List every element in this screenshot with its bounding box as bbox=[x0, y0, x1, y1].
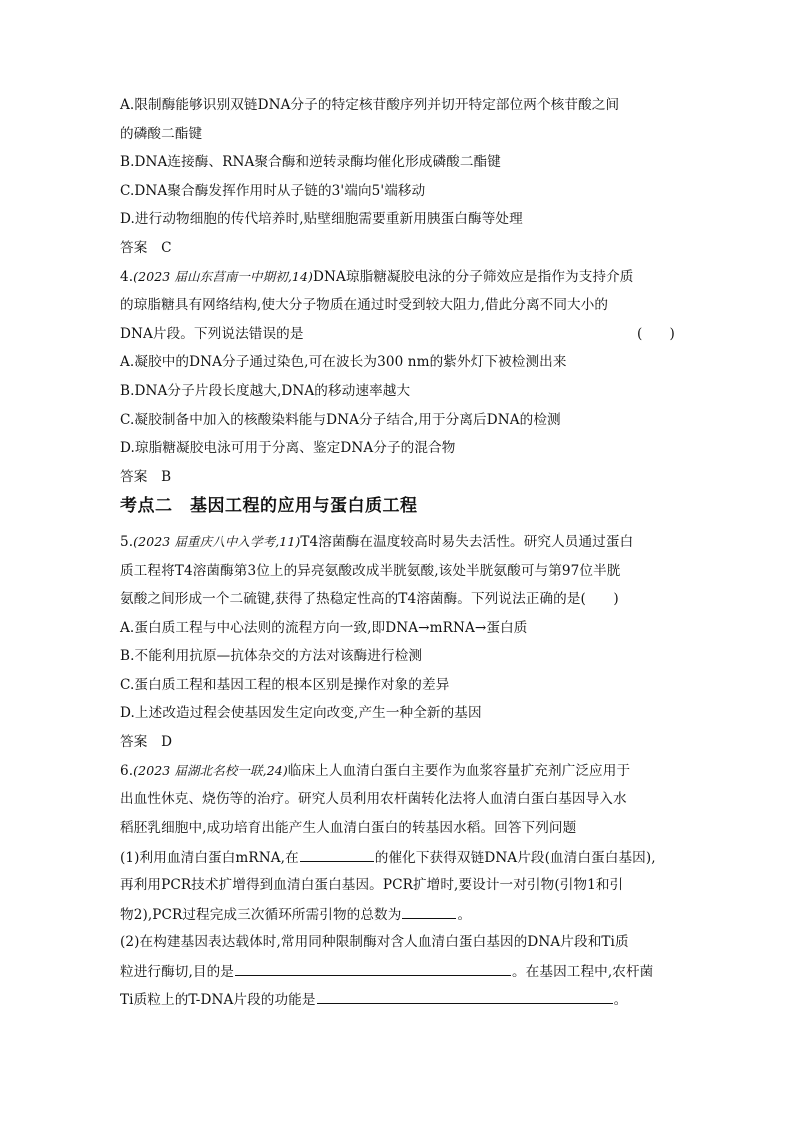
q3-answer: 答案 C bbox=[120, 240, 172, 256]
q5-stem-text1: T4溶菌酶在温度较高时易失去活性。研究人员通过蛋白 bbox=[300, 534, 634, 550]
q6-part2-text-d: Ti质粒上的T-DNA片段的功能是 bbox=[120, 992, 316, 1008]
q6-part1-text-e: 。 bbox=[457, 907, 472, 923]
q6-part2-text-c: 。在基因工程中,农杆菌 bbox=[511, 964, 654, 980]
q6-part2-line1: (2)在构建基因表达载体时,常用同种限制酶对含人血清白蛋白基因的DNA片段和Ti质 bbox=[120, 934, 629, 950]
q6-part2-line2 bbox=[120, 961, 680, 982]
q5-answer: 答案 D bbox=[120, 734, 173, 750]
q5-option-d: D.上述改造过程会使基因发生定向改变,产生一种全新的基因 bbox=[120, 705, 482, 721]
q6-stem-line2: 出血性休克、烧伤等的治疗。研究人员利用农杆菌转化法将人血清白蛋白基因导入水 bbox=[120, 791, 627, 807]
q6-part1-text-d: 物2),PCR过程完成三次循环所需引物的总数为 bbox=[120, 907, 402, 923]
q6-blank-purpose[interactable] bbox=[235, 961, 511, 976]
section-heading: 考点二 基因工程的应用与蛋白质工程 bbox=[120, 496, 418, 516]
q3-option-d: D.进行动物细胞的传代培养时,贴壁细胞需要重新用胰蛋白酶等处理 bbox=[120, 211, 523, 227]
q6-part1-text-b: 的催化下获得双链DNA片段(血清白蛋白基因), bbox=[374, 850, 656, 866]
q6-stem-line3: 稻胚乳细胞中,成功培育出能产生人血清白蛋白的转基因水稻。回答下列问题 bbox=[120, 820, 577, 836]
q6-part1-line3 bbox=[120, 904, 680, 925]
q4-number: 4. bbox=[120, 269, 134, 285]
q6-part2-text-b: 粒进行酶切,目的是 bbox=[120, 964, 234, 980]
q3-option-c: C.DNA聚合酶发挥作用时从子链的3'端向5'端移动 bbox=[120, 183, 426, 199]
q3-option-a-line1: A.限制酶能够识别双链DNA分子的特定核苷酸序列并切开特定部位两个核苷酸之间 bbox=[120, 97, 620, 113]
q4-source: (2023 届山东莒南一中期初,14) bbox=[133, 269, 313, 284]
q4-option-a: A.凝胶中的DNA分子通过染色,可在波长为300 nm的紫外灯下被检测出来 bbox=[120, 354, 567, 370]
q4-option-c: C.凝胶制备中加入的核酸染料能与DNA分子结合,用于分离后DNA的检测 bbox=[120, 412, 561, 428]
q5-number: 5. bbox=[120, 534, 134, 550]
q4-stem-line1 bbox=[120, 267, 680, 287]
q5-stem-line3: 氨酸之间形成一个二硫键,获得了热稳定性高的T4溶菌酶。下列说法正确的是( ) bbox=[120, 591, 619, 607]
q4-answer: 答案 B bbox=[120, 469, 172, 485]
q6-part2-text-e: 。 bbox=[613, 992, 628, 1008]
q6-blank-primer-count[interactable] bbox=[402, 904, 456, 919]
q4-option-b: B.DNA分子片段长度越大,DNA的移动速率越大 bbox=[120, 383, 411, 399]
q6-source: (2023 届湖北名校一联,24) bbox=[133, 763, 288, 778]
q4-stem-line2: 的琼脂糖具有网络结构,使大分子物质在通过时受到较大阻力,借此分离不同大小的 bbox=[120, 297, 609, 313]
q4-stem-line3: DNA片段。下列说法错误的是 bbox=[120, 326, 304, 342]
q6-stem-line1 bbox=[120, 761, 680, 781]
q6-stem-text1: 临床上人血清白蛋白主要作为血浆容量扩充剂广泛应用于 bbox=[287, 763, 631, 779]
q5-stem-line2: 质工程将T4溶菌酶第3位上的异亮氨酸改成半胱氨酸,该处半胱氨酸可与第97位半胱 bbox=[120, 563, 621, 579]
q3-option-a-line2: 的磷酸二酯键 bbox=[120, 126, 203, 142]
q6-blank-tdna-function[interactable] bbox=[317, 989, 613, 1004]
q5-source: (2023 届重庆八中入学考,11) bbox=[133, 534, 301, 549]
q5-stem-line1 bbox=[120, 532, 680, 552]
q6-part1-line1 bbox=[120, 847, 680, 868]
q4-stem-text1: DNA琼脂糖凝胶电泳的分子筛效应是指作为支持介质 bbox=[313, 269, 634, 285]
q4-option-d: D.琼脂糖凝胶电泳可用于分离、鉴定DNA分子的混合物 bbox=[120, 440, 456, 456]
q6-part1-line2: 再利用PCR技术扩增得到血清白蛋白基因。PCR扩增时,要设计一对引物(引物1和引 bbox=[120, 877, 624, 893]
q3-option-b: B.DNA连接酶、RNA聚合酶和逆转录酶均催化形成磷酸二酯键 bbox=[120, 154, 501, 170]
q5-option-b: B.不能利用抗原—抗体杂交的方法对该酶进行检测 bbox=[120, 648, 423, 664]
q6-number: 6. bbox=[120, 763, 134, 779]
q4-answer-bracket: ( ) bbox=[637, 326, 675, 342]
q6-blank-enzyme[interactable] bbox=[300, 847, 374, 862]
q6-part2-line3 bbox=[120, 989, 680, 1010]
q5-option-c: C.蛋白质工程和基因工程的根本区别是操作对象的差异 bbox=[120, 677, 450, 693]
q5-option-a: A.蛋白质工程与中心法则的流程方向一致,即DNA→mRNA→蛋白质 bbox=[120, 620, 528, 636]
q6-part1-text-a: (1)利用血清白蛋白mRNA,在 bbox=[120, 850, 299, 866]
